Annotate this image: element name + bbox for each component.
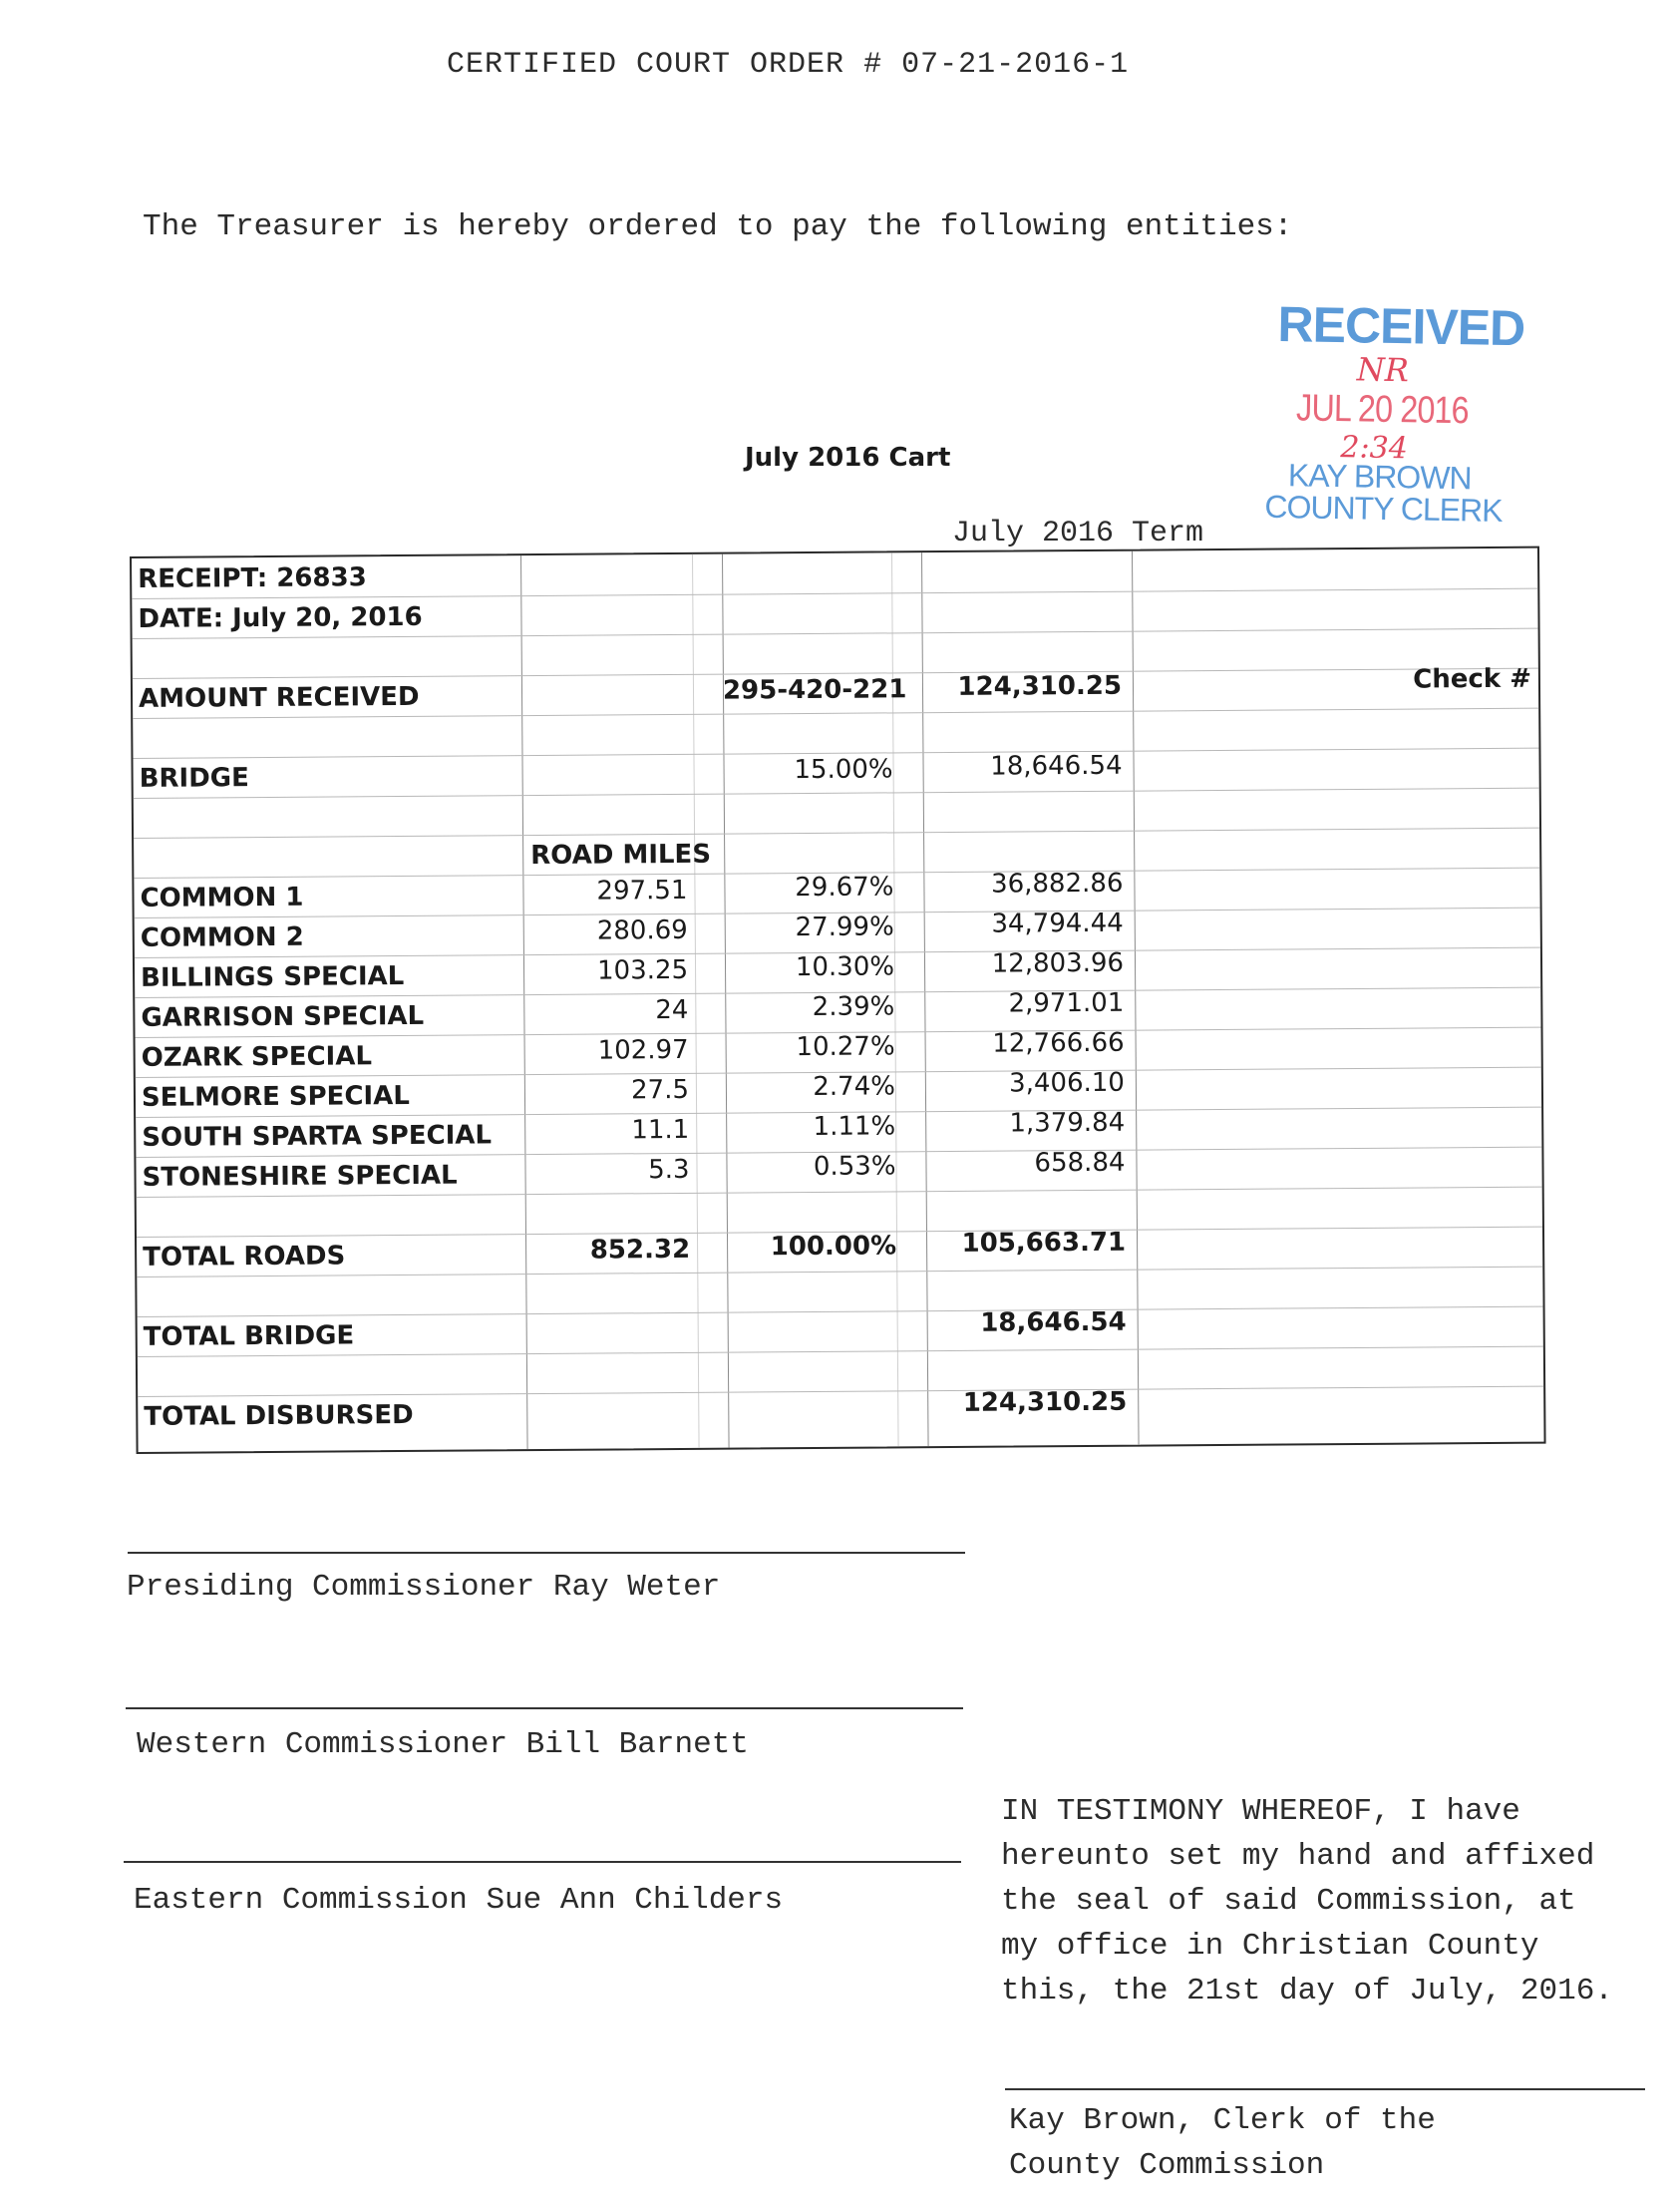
row-percent: 29.67% (795, 872, 894, 904)
receipt-number: RECEIPT: 26833 (138, 562, 367, 594)
row-label: COMMON 1 (140, 882, 304, 913)
clerk-signature-block (1009, 2098, 1436, 2188)
row-amount: 2,971.01 (1008, 987, 1125, 1019)
stamp-clerk-title: COUNTY CLERK (1264, 488, 1503, 529)
amount-received-label: AMOUNT RECEIVED (138, 681, 420, 714)
row-percent: 0.53% (813, 1151, 896, 1182)
row-miles: 11.1 (631, 1114, 690, 1146)
bridge-percent: 15.00% (794, 754, 893, 786)
total-disbursed-label: TOTAL DISBURSED (144, 1399, 414, 1432)
total-roads-percent: 100.00% (770, 1231, 897, 1263)
signature-line-western (126, 1707, 963, 1709)
row-percent: 10.30% (795, 951, 895, 983)
testimony-line: this, the 21st day of July, 2016. (1001, 1974, 1613, 2008)
road-miles-header: ROAD MILES (530, 839, 712, 872)
clerk-line: County Commission (1009, 2148, 1325, 2183)
row-amount: 1,379.84 (1009, 1107, 1126, 1139)
stamp-clerk-name: KAY BROWN (1287, 457, 1472, 497)
row-label: COMMON 2 (140, 921, 304, 953)
total-roads-miles: 852.32 (589, 1234, 691, 1266)
bridge-label: BRIDGE (139, 763, 249, 794)
row-label: GARRISON SPECIAL (141, 1000, 425, 1033)
row-miles: 297.51 (596, 875, 688, 907)
total-roads-amount: 105,663.71 (961, 1227, 1127, 1259)
stamp-time: 2:34 (1340, 430, 1409, 467)
total-bridge-amount: 18,646.54 (980, 1306, 1127, 1338)
receipt-date: DATE: July 20, 2016 (138, 601, 423, 634)
term-title: July 2016 Term (952, 517, 1204, 550)
total-bridge-label: TOTAL BRIDGE (143, 1320, 355, 1352)
presiding-commissioner: Presiding Commissioner Ray Weter (127, 1570, 721, 1605)
signature-line-presiding (128, 1552, 965, 1554)
check-number-header: Check # (1413, 663, 1532, 695)
signature-line-eastern (124, 1861, 961, 1863)
row-amount: 658.84 (1034, 1147, 1126, 1179)
row-label: SELMORE SPECIAL (141, 1080, 410, 1113)
row-miles: 102.97 (597, 1034, 689, 1066)
row-label: SOUTH SPARTA SPECIAL (142, 1120, 493, 1153)
stamp-initials: NR (1356, 350, 1410, 390)
row-amount: 12,766.66 (992, 1027, 1125, 1059)
bridge-amount: 18,646.54 (990, 750, 1123, 782)
signature-line-clerk (1005, 2088, 1645, 2090)
testimony-line: IN TESTIMONY WHEREOF, I have (1001, 1794, 1520, 1829)
testimony-line: hereunto set my hand and affixed (1001, 1839, 1595, 1874)
row-percent: 2.39% (812, 991, 895, 1022)
total-disbursed-amount: 124,310.25 (962, 1386, 1128, 1418)
row-percent: 10.27% (796, 1031, 895, 1063)
row-amount: 36,882.86 (990, 868, 1124, 900)
cart-title: July 2016 Cart (745, 443, 951, 473)
western-commissioner: Western Commissioner Bill Barnett (137, 1727, 749, 1762)
row-percent: 2.74% (813, 1071, 896, 1102)
stamp-received-text: RECEIVED (1277, 296, 1525, 357)
row-label: OZARK SPECIAL (141, 1041, 373, 1073)
eastern-commissioner: Eastern Commission Sue Ann Childers (134, 1883, 784, 1918)
row-amount: 3,406.10 (1009, 1067, 1126, 1099)
received-stamp (1259, 295, 1525, 540)
row-label: STONESHIRE SPECIAL (142, 1160, 458, 1193)
testimony-line: the seal of said Commission, at (1001, 1884, 1576, 1919)
total-roads-label: TOTAL ROADS (143, 1241, 346, 1273)
row-percent: 1.11% (813, 1111, 896, 1142)
order-instruction: The Treasurer is hereby ordered to pay the following entities: (143, 209, 1293, 244)
disbursement-table (130, 547, 1546, 1454)
stamp-date: JUL 20 2016 (1295, 387, 1470, 433)
row-miles: 5.3 (648, 1154, 690, 1186)
amount-received-value: 124,310.25 (957, 670, 1123, 702)
row-percent: 27.99% (795, 912, 894, 943)
account-number: 295-420-221 (722, 674, 907, 706)
testimony-line: my office in Christian County (1001, 1929, 1539, 1964)
clerk-line: Kay Brown, Clerk of the (1009, 2103, 1436, 2138)
row-miles: 24 (655, 994, 689, 1026)
row-miles: 27.5 (630, 1074, 690, 1106)
order-title: CERTIFIED COURT ORDER # 07-21-2016-1 (447, 48, 1130, 82)
testimony-paragraph (1001, 1789, 1613, 2013)
row-label: BILLINGS SPECIAL (140, 960, 405, 993)
row-amount: 12,803.96 (991, 947, 1125, 979)
row-miles: 280.69 (596, 914, 688, 946)
row-miles: 103.25 (596, 954, 689, 986)
row-amount: 34,794.44 (991, 908, 1124, 939)
